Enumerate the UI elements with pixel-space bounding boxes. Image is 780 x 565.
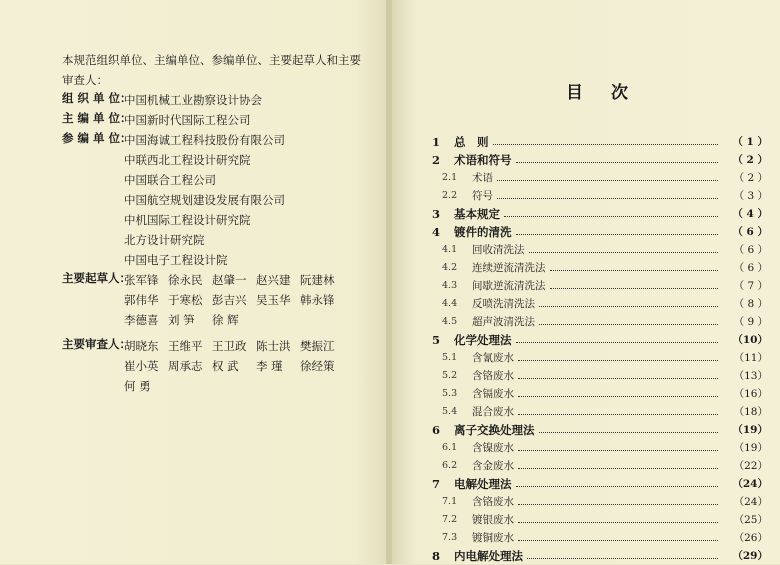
dot-leader: [516, 342, 719, 343]
toc-entry-title: 含氰废水: [472, 352, 514, 364]
toc-entry-page: （18）: [733, 406, 768, 418]
intro-text: 本规范组织单位、主编单位、参编单位、主要起草人和主要审查人：: [62, 53, 361, 87]
dot-leader: [518, 540, 718, 541]
role-label: 参 编 单 位：: [62, 131, 132, 145]
toc-entry-title: 内电解处理法: [454, 549, 523, 563]
toc-entry-title: 总 则: [454, 135, 489, 149]
role-item: 中国电子工程设计院: [124, 253, 228, 267]
person-name: 崔小英: [124, 359, 159, 373]
role-item: 中国联合工程公司: [124, 173, 216, 187]
toc-entry: [432, 295, 768, 313]
person-name: 徐 辉: [212, 313, 239, 327]
dot-leader: [539, 432, 719, 433]
name-row: [124, 270, 382, 290]
toc-entry-page: （ 6 ）: [733, 244, 768, 256]
left-page: [0, 0, 386, 564]
dot-leader: [539, 306, 718, 307]
person-name: 李德喜: [124, 313, 159, 327]
toc-entry-number: 2.2: [442, 190, 458, 201]
toc-entry: [432, 241, 768, 259]
toc-entry-number: 4.4: [442, 298, 458, 309]
toc-entry-number: 5.4: [442, 406, 458, 417]
toc-entry-number: 5.3: [442, 388, 458, 399]
role-item: 中联西北工程设计研究院: [124, 153, 251, 167]
person-name: 徐永民: [168, 273, 203, 287]
toc-entry-page: （ 3 ）: [733, 190, 768, 202]
toc-entry-number: 6: [432, 423, 441, 437]
person-name: 彭吉兴: [212, 293, 247, 307]
toc-entry-number: 4.2: [442, 262, 458, 273]
roles-list: [62, 90, 382, 396]
role-chief-editor: [62, 110, 382, 130]
toc-entry-page: （22）: [733, 460, 768, 472]
toc-entry: [432, 385, 768, 403]
toc-entry-page: （ 8 ）: [733, 298, 768, 310]
toc-entry-page: （24）: [732, 478, 768, 490]
toc-entry: [432, 313, 768, 331]
toc-entry: [432, 475, 768, 493]
toc-entry-page: （11）: [733, 352, 768, 364]
toc-entry-number: 2.1: [442, 172, 458, 183]
person-name: 张军锋: [124, 273, 159, 287]
toc-entry: [432, 511, 768, 529]
dot-leader: [493, 144, 719, 145]
toc-entry-number: 7.2: [442, 514, 458, 525]
dot-leader: [497, 198, 718, 199]
name-row: [124, 290, 382, 310]
toc-entry-number: 8: [432, 549, 441, 563]
name-row: [124, 376, 382, 396]
person-name: 王卫政: [212, 339, 247, 353]
toc-entry-number: 4: [432, 225, 441, 239]
toc-entry-page: （ 2 ）: [732, 154, 768, 166]
person-name: 于寒松: [168, 293, 203, 307]
toc-entry-page: （13）: [733, 370, 768, 382]
toc-entry: [432, 205, 768, 223]
toc-entry-number: 5.2: [442, 370, 458, 381]
toc-entry-number: 5: [432, 333, 441, 347]
person-name: 陈士洪: [256, 339, 291, 353]
toc-entry-page: （ 1 ）: [732, 136, 768, 148]
person-name: 吴玉华: [256, 293, 291, 307]
toc-entry-title: 回收清洗法: [472, 244, 525, 256]
toc-entry-title: 镀铜废水: [472, 532, 514, 544]
toc-entry-number: 6.2: [442, 460, 458, 471]
toc-entry: [432, 259, 768, 277]
toc-entry-title: 镀件的清洗: [454, 225, 512, 239]
role-label: 组 织 单 位：: [62, 91, 132, 105]
toc-entry-page: （ 6 ）: [732, 226, 768, 238]
toc-entry-title: 术语和符号: [454, 153, 512, 167]
dot-leader: [518, 504, 718, 505]
toc-entry-title: 基本规定: [454, 207, 500, 221]
toc-entry-title: 术语: [472, 172, 493, 184]
toc-entry-page: （ 4 ）: [732, 208, 768, 220]
toc-entry-title: 连续逆流清洗法: [472, 262, 546, 274]
person-name: 郭伟华: [124, 293, 159, 307]
toc-entry: [432, 493, 768, 511]
toc-entry: [432, 529, 768, 547]
role-item: 中国航空规划建设发展有限公司: [124, 193, 285, 207]
dot-leader: [527, 558, 718, 559]
toc-entry-number: 4.5: [442, 316, 458, 327]
dot-leader: [518, 396, 718, 397]
toc-entry-title: 含铬废水: [472, 370, 514, 382]
toc-entry: [432, 367, 768, 385]
name-row: [124, 336, 382, 356]
toc-entry-page: （ 6 ）: [733, 262, 768, 274]
toc-entry-title: 含镍废水: [472, 442, 514, 454]
toc-entry-number: 6.1: [442, 442, 458, 453]
person-name: 李 瑾: [256, 359, 283, 373]
table-of-contents: [432, 133, 768, 565]
dot-leader: [504, 216, 718, 217]
role-label: 主 编 单 位：: [62, 111, 132, 125]
person-name: 权 武: [212, 359, 239, 373]
dot-leader: [539, 324, 718, 325]
role-organizer: [62, 90, 382, 110]
person-name: 韩永锋: [300, 293, 335, 307]
toc-entry-page: （26）: [733, 532, 768, 544]
dot-leader: [518, 450, 718, 451]
toc-entry-title: 镀银废水: [472, 514, 514, 526]
toc-entry: [432, 169, 768, 187]
dot-leader: [550, 270, 719, 271]
toc-entry-title: 化学处理法: [454, 333, 512, 347]
person-name: 徐经策: [300, 359, 335, 373]
role-item: 北方设计研究院: [124, 233, 205, 247]
toc-entry-title: 超声波清洗法: [472, 316, 535, 328]
toc-entry-page: （19）: [733, 442, 768, 454]
toc-entry: [432, 133, 768, 151]
dot-leader: [518, 414, 718, 415]
dot-leader: [550, 288, 719, 289]
toc-entry-page: （19）: [732, 424, 768, 436]
role-label: 主要审查人：: [62, 337, 131, 351]
toc-entry-page: （ 2 ）: [733, 172, 768, 184]
person-name: 赵兴建: [256, 273, 291, 287]
toc-entry-page: （16）: [733, 388, 768, 400]
toc-entry: [432, 187, 768, 205]
toc-entry: [432, 223, 768, 241]
toc-entry: [432, 349, 768, 367]
toc-entry-title: 离子交换处理法: [454, 423, 535, 437]
dot-leader: [518, 378, 718, 379]
toc-entry-number: 1: [432, 135, 441, 149]
role-label: 主要起草人：: [62, 271, 131, 285]
toc-entry-number: 4.3: [442, 280, 458, 291]
person-name: 刘 笋: [168, 313, 195, 327]
toc-entry-title: 混合废水: [472, 406, 514, 418]
toc-entry: [432, 439, 768, 457]
toc-entry-number: 2: [432, 153, 441, 167]
person-name: 胡晓东: [124, 339, 159, 353]
toc-entry-number: 7.1: [442, 496, 458, 507]
toc-entry-page: （29）: [732, 550, 768, 562]
toc-entry-number: 4.1: [442, 244, 458, 255]
toc-entry-page: （10）: [732, 334, 768, 346]
toc-entry: [432, 331, 768, 349]
toc-entry-title: 含金废水: [472, 460, 514, 472]
name-row: [124, 356, 382, 376]
toc-entry: [432, 547, 768, 565]
dot-leader: [518, 522, 718, 523]
person-name: 樊振江: [300, 339, 335, 353]
person-name: 周承志: [168, 359, 203, 373]
dot-leader: [518, 468, 718, 469]
dot-leader: [516, 162, 719, 163]
toc-entry: [432, 457, 768, 475]
role-participants: [62, 130, 382, 270]
toc-entry-number: 7: [432, 477, 441, 491]
role-item: 中国机械工业勘察设计协会: [124, 93, 262, 107]
toc-entry: [432, 403, 768, 421]
toc-entry-page: （25）: [733, 514, 768, 526]
toc-title: 目次: [566, 83, 656, 103]
dot-leader: [529, 252, 719, 253]
toc-entry-number: 7.3: [442, 532, 458, 543]
dot-leader: [516, 234, 719, 235]
toc-entry: [432, 277, 768, 295]
person-name: 阮建林: [300, 273, 335, 287]
toc-entry-title: 含铬废水: [472, 496, 514, 508]
person-name: 赵肇一: [212, 273, 247, 287]
dot-leader: [497, 180, 718, 181]
dot-leader: [518, 360, 718, 361]
role-item: 中国新时代国际工程公司: [124, 113, 251, 127]
role-item: 中机国际工程设计研究院: [124, 213, 251, 227]
toc-entry-title: 间歇逆流清洗法: [472, 280, 546, 292]
role-reviewers: [62, 336, 382, 396]
toc-entry-title: 符号: [472, 190, 493, 202]
toc-entry-title: 含镉废水: [472, 388, 514, 400]
toc-entry-page: （ 7 ）: [733, 280, 768, 292]
person-name: 王维平: [168, 339, 203, 353]
toc-entry-title: 电解处理法: [454, 477, 512, 491]
person-name: 何 勇: [124, 379, 151, 393]
dot-leader: [516, 486, 719, 487]
toc-entry-title: 反喷洗清洗法: [472, 298, 535, 310]
name-row: [124, 310, 382, 330]
toc-entry-number: 5.1: [442, 352, 458, 363]
role-drafters: [62, 270, 382, 330]
role-item: 中国海诚工程科技股份有限公司: [124, 133, 285, 147]
toc-entry-page: （ 9 ）: [733, 316, 768, 328]
toc-entry-number: 3: [432, 207, 441, 221]
toc-entry: [432, 421, 768, 439]
toc-entry: [432, 151, 768, 169]
toc-entry-page: （24）: [733, 496, 768, 508]
